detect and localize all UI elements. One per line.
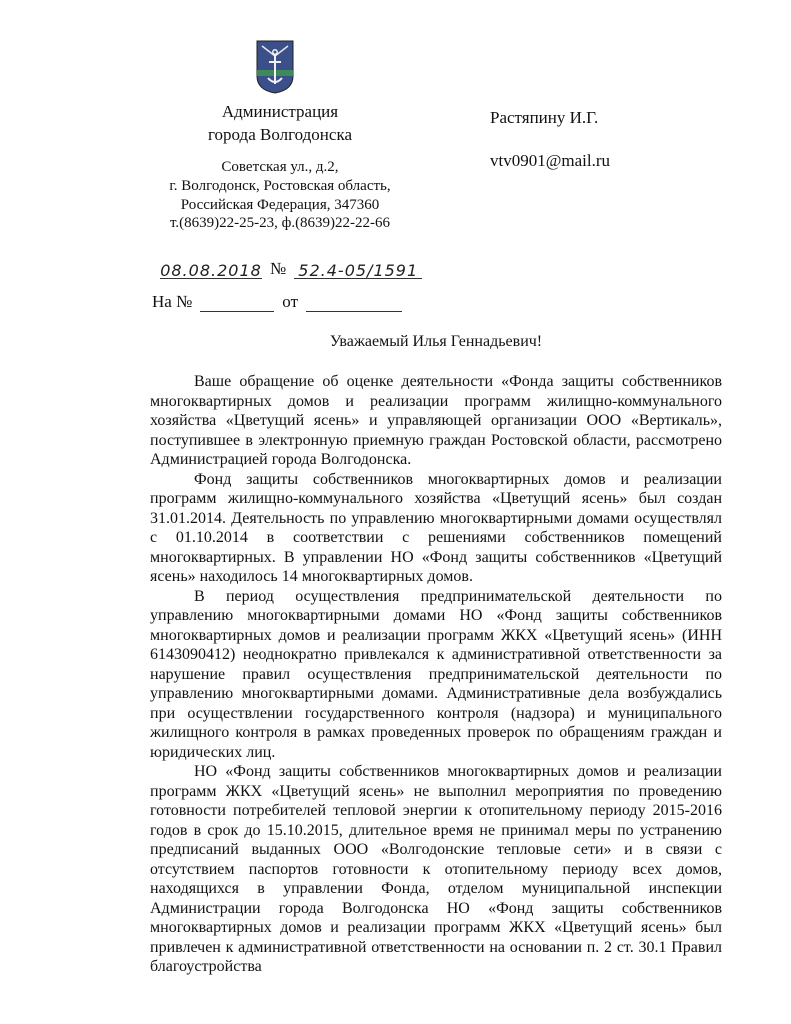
registration-no-label: № bbox=[270, 259, 287, 278]
registration-date: 08.08.2018 bbox=[160, 261, 262, 280]
greeting: Уважаемый Илья Геннадьевич! bbox=[329, 333, 543, 350]
reference-number-blank bbox=[200, 294, 274, 312]
sender-phones: т.(8639)22-25-23, ф.(8639)22-22-66 bbox=[169, 215, 391, 231]
registration-number: 52.4-05/1591 bbox=[294, 261, 422, 279]
reference-no-label: На № bbox=[152, 292, 193, 311]
sender-address-line1: Советская ул., д.2, bbox=[221, 159, 339, 175]
sender-address-line3: Российская Федерация, 347360 bbox=[180, 197, 380, 213]
paragraph-2: Фонд защиты собственников многоквартирных домов и реализации программ жилищно-коммунального хозяйства «Цветущий ясень» был создан 31.01.2014. Деятельность по управлению многоквартирными домами осуществлял с 01.10.2014 в соответствии с решениями собственников помещений многоквартирных. В управлении НО «Фонд защиты собственников «Цветущий ясень» находилось 14 многоквартирных домов. bbox=[150, 470, 722, 585]
paragraph-3: В период осуществления предпринимательской деятельности по управлению многоквартирными домами НО «Фонд защиты собственников многоквартирных домов и реализации программ ЖКХ «Цветущий ясень» (ИНН 6143090412) неоднократно привлекался к административной ответственности за нарушение правил осуществления предпринимательской деятельности по управлению многоквартирными домами. Административные дела возбуждались при осуществлении государственного контроля (надзора) и муниципального жилищного контроля в рамках проведенных проверок по обращениям граждан и юридических лиц. bbox=[150, 587, 722, 761]
letter-body bbox=[150, 372, 722, 977]
sender-org-line1: Администрация bbox=[221, 102, 339, 121]
city-emblem-icon bbox=[256, 40, 294, 94]
recipient-name: Растяпину И.Г. bbox=[490, 108, 599, 127]
reference-from-label: от bbox=[282, 292, 299, 311]
recipient-email: vtv0901@mail.ru bbox=[490, 151, 611, 170]
sender-org-line2: города Волгодонска bbox=[207, 125, 352, 144]
paragraph-4: НО «Фонд защиты собственников многоквартирных домов и реализации программ ЖКХ «Цветущий ясень» не выполнил мероприятия по проведению готовности потребителей тепловой энергии к отопительному периоду 2015-2016 годов в срок до 15.10.2015, длительное время не принимал меры по устранению предписаний выданных ООО «Волгодонские тепловые сети» и в связи с отсутствием паспортов готовности к отопительному периоду всех домов, находящихся в управлении Фонда, отделом муниципальной инспекции Администрации города Волгодонска НО «Фонд защиты собственников многоквартирных домов и реализации программ ЖКХ «Цветущий ясень» был привлечен к административной ответственности на основании п. 2 ст. 30.1 Правил благоустройства bbox=[150, 763, 722, 975]
registration-line bbox=[160, 260, 422, 279]
paragraph-1: Ваше обращение об оценке деятельности «Фонда защиты собственников многоквартирных домов и реализации программ жилищно-коммунального хозяйства «Цветущий ясень» и управляющей организации ООО «Вертикаль», поступившее в электронную приемную граждан Ростовской области, рассмотрено Администрацией города Волгодонска. bbox=[150, 373, 722, 468]
reference-line bbox=[152, 293, 402, 312]
reference-date-blank bbox=[306, 294, 402, 312]
sender-address-line2: г. Волгодонск, Ростовская область, bbox=[169, 178, 391, 194]
